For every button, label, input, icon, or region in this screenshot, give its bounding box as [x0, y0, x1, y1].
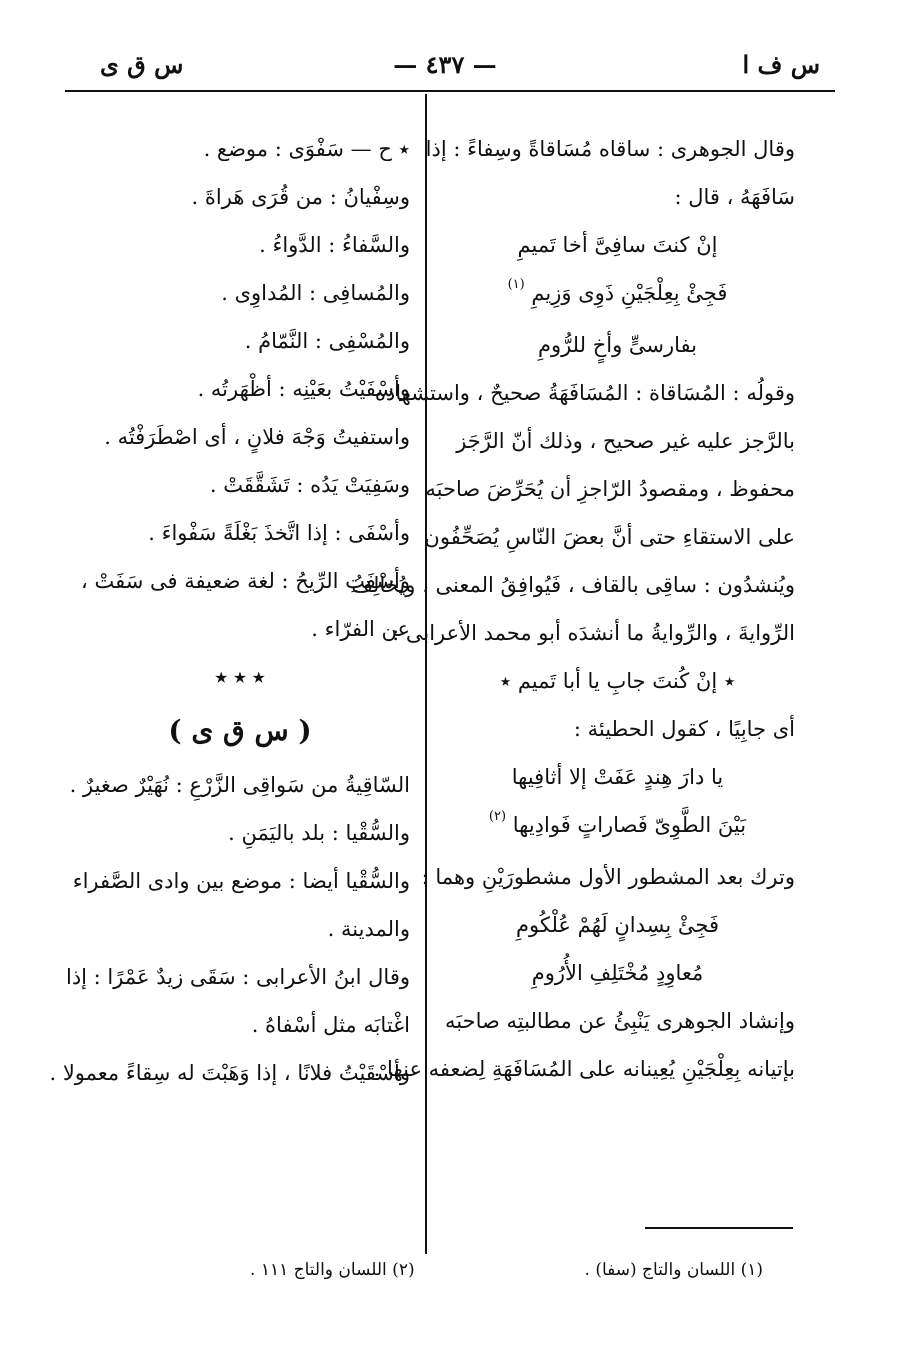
- verse-line: [440, 269, 795, 321]
- text-line: والسَّفاءُ : الدَّواءُ .: [259, 233, 410, 257]
- verse-line: مُعاوِدٍ مُخْتَلِفِ الأُرُومِ: [531, 961, 704, 985]
- footnote-rule: [645, 1227, 793, 1229]
- text-line: وقال الجوهرى : ساقاه مُسَاقاةً وسِفاءً : إذا: [425, 137, 795, 161]
- verse-line: إنْ كنتَ سافِىَّ أخا تَميمِ: [517, 233, 718, 257]
- text-line: بإتيانه بِعِلْجَيْنِ يُعِينانه على المُسَافَهَةِ لِضعفه عنها .: [373, 1057, 795, 1081]
- text-line: سَافَهَهُ ، قال :: [674, 185, 795, 209]
- text-line: عن الفرّاء .: [311, 617, 410, 641]
- text-line: وسِفْيانُ : من قُرَى هَراةَ .: [191, 185, 410, 209]
- text-line: على الاستقاءِ حتى أنَّ بعضَ النّاسِ يُصَحِّفُون: [424, 525, 795, 549]
- text-line: السّاقِيةُ من سَواقِى الزَّرْعِ : نُهَيْرٌ صغيرٌ .: [69, 773, 410, 797]
- text-line: ٭ ح — سَفْوَى : موضع .: [203, 137, 410, 161]
- text-line: أى جابِيًا ، كقول الحطيئة :: [573, 717, 795, 741]
- section-separator-stars: ٭ ٭ ٭: [215, 664, 265, 689]
- text-line: وأسْفَتِ الرِّيحُ : لغة ضعيفة فى سَفَتْ ،: [81, 569, 410, 593]
- text-line: محفوظ ، ومقصودُ الرّاجزِ أن يُحَرِّضَ صاحبَه: [425, 477, 795, 501]
- text-line: وقولُه : المُسَاقاة : المُسَافَهَةُ صحيحٌ ، واستشهاده: [374, 381, 795, 405]
- verse-line: فَجِئْ بِسِدانٍ لَهُمْ عُلْكُومِ: [516, 913, 719, 937]
- text-line: وأسْفَى : إذا اتَّخذَ بَغْلَةً سَفْواءَ .: [148, 521, 410, 545]
- text-line: والسُّقْيا أيضا : موضع بين وادى الصَّفراء: [72, 869, 410, 893]
- header-rule: [65, 90, 835, 92]
- verse-line: [440, 801, 795, 853]
- text-line: ويُنشدُون : ساقِى بالقاف ، فَيُوافِقُ المعنى ، ويُخالِفُ: [351, 573, 795, 597]
- text-line: بالرَّجز عليه غير صحيح ، وذلك أنّ الرَّجَز: [456, 429, 795, 453]
- text-line: وسَفِيَتْ يَدُه : تَشَقَّقَتْ .: [209, 473, 410, 497]
- text-line: والمدينة .: [327, 917, 410, 941]
- text-line: والسُّقْيا : بلد باليَمَنِ .: [228, 821, 410, 845]
- header-root-right: س ف ا: [742, 50, 820, 79]
- page-header: [70, 50, 820, 90]
- page-number: — ٤٣٧ —: [393, 50, 497, 79]
- text-line: والمُسْفِى : النَّمّامُ .: [244, 329, 410, 353]
- text-line: وترك بعد المشطور الأول مشطورَيْنِ وهما :: [421, 865, 795, 889]
- footnote-2: (٢) اللسان والتاج ١١١ .: [250, 1260, 415, 1280]
- text-line: واستفيتُ وَجْهَ فلانٍ ، أى اصْطَرَفْتُه .: [104, 425, 410, 449]
- text-line: وأسْفَيْتُ بعَيْنِه : أظْهَرتُه .: [197, 377, 410, 401]
- verse-line: بفارسىٍّ وأخٍ للرُّومِ: [537, 333, 698, 357]
- section-title: ( س ق ى ): [168, 714, 312, 747]
- text-line: اغْتابَه مثل أسْفاهُ .: [251, 1013, 410, 1037]
- header-root-left: س ق ى: [100, 50, 184, 79]
- verse-text: فَجِئْ بِعِلْجَيْنِ ذَوِى وَزِيمِ: [531, 281, 728, 305]
- text-line: والمُسافِى : المُداوِى .: [221, 281, 410, 305]
- text-line: وأسْقَيْتُ فلانًا ، إذا وَهَبْتَ له سِقاءً معمولا .: [49, 1061, 410, 1085]
- footnote-ref: (٢): [488, 809, 507, 824]
- text-line: وإنشاد الجوهرى يَنْبِئُ عن مطالبتِه صاحبَه: [445, 1009, 795, 1033]
- left-column: [49, 125, 410, 1097]
- text-line: الرِّوايةَ ، والرِّوايةُ ما أنشدَه أبو محمد الأعرابى :: [392, 621, 795, 645]
- footnote-ref: (١): [507, 277, 525, 292]
- verse-line: يا دارَ هِندٍ عَفَتْ إلا أثافِيها: [511, 765, 724, 789]
- verse-line: ٭ إنْ كُنتَ جابِ يا أبا تَميم ٭: [499, 669, 736, 693]
- footnote-1: (١) اللسان والتاج (سفا) .: [584, 1260, 763, 1280]
- text-line: وقال ابنُ الأعرابى : سَقَى زيدٌ عَمْرًا : إذا: [65, 965, 410, 989]
- verse-text: بَيْنَ الطَّوِىّ فَصاراتٍ فَوادِيها: [512, 813, 747, 837]
